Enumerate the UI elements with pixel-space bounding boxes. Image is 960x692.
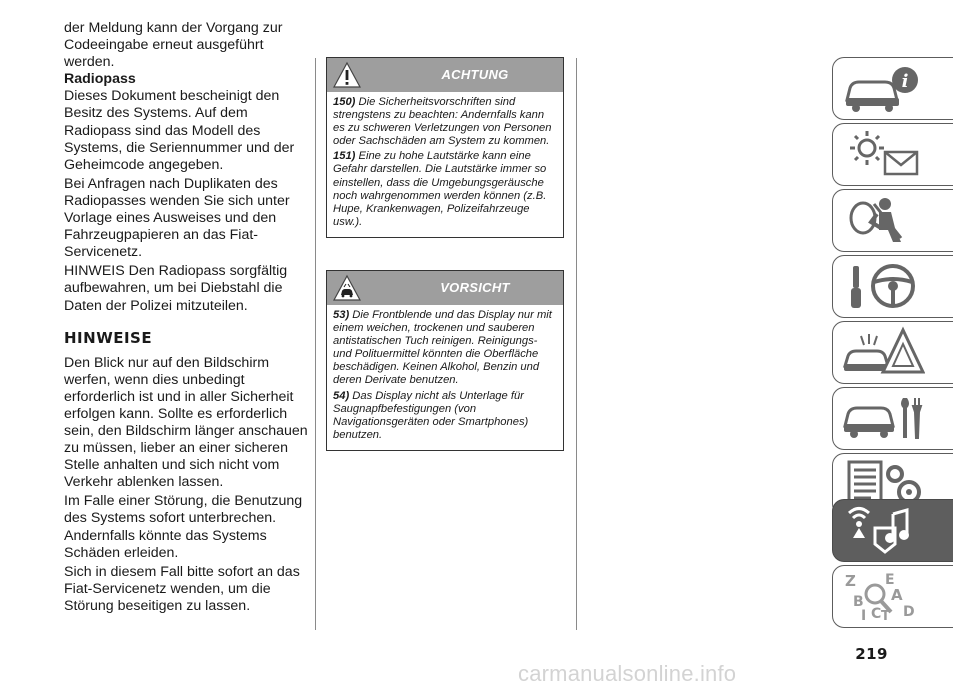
hinweise-paragraph-1: Den Blick nur auf den Bildschirm werfen, wenn dies unbedingt erforderlich ist und in aller Sicherheit erfolgen kann. Sollte es erforderlich sein, den Bildschirm länger anschauen zu müssen, lieber an einer sicheren Stelle anhalten und sich nicht vom Verkehr ablenken lassen.: [64, 354, 308, 491]
tab-car-info[interactable]: [832, 57, 953, 120]
vorsicht-caution-box: [326, 270, 564, 451]
car-caution-icon: [333, 274, 361, 302]
vorsicht-item-text: Das Display nicht als Unterlage für Saugnapfbefestigungen (von Navigationsgeräten oder Smartphones) benutzen.: [333, 389, 529, 441]
page-number: 219: [855, 645, 888, 663]
hinweise-paragraph-2: Im Falle einer Störung, die Benutzung des Systems sofort unterbrechen. Andernfalls könnte das Systems Schäden erleiden.: [64, 493, 303, 561]
car-info-icon: [841, 62, 925, 115]
achtung-box-body: [327, 92, 563, 237]
vorsicht-title: VORSICHT: [440, 280, 510, 295]
vorsicht-box-body: [327, 305, 563, 450]
hinweise-paragraph-3: Sich in diesem Fall bitte sofort an das Fiat-Servicenetz wenden, um die Störung beseitigen zu lassen.: [64, 563, 300, 614]
svg-text:T: T: [881, 609, 890, 623]
tab-starting-driving[interactable]: [832, 255, 953, 318]
radiopass-paragraph-1: Dieses Dokument bescheinigt den Besitz des Systems. Auf dem Radiopass sind das Modell des Systems, die Seriennummer und der Geheimcode angegeben.: [64, 88, 295, 173]
radiopass-heading: Radiopass: [64, 71, 136, 88]
tab-maintenance[interactable]: [832, 387, 953, 450]
tab-emergency[interactable]: [832, 321, 953, 384]
svg-text:B: B: [853, 594, 864, 610]
alphabetical-index-icon: [841, 570, 925, 623]
warning-light-message-icon: [841, 128, 925, 181]
hinweise-heading: HINWEISE: [64, 328, 153, 347]
achtung-item-number: 151): [333, 150, 356, 163]
achtung-item: [333, 150, 557, 229]
svg-text:I: I: [861, 608, 867, 623]
column-divider-right: [576, 58, 577, 630]
achtung-item: [333, 96, 557, 148]
vorsicht-item: [333, 390, 557, 442]
vorsicht-item: [333, 309, 557, 388]
vorsicht-item-number: 54): [333, 389, 350, 402]
tab-multimedia[interactable]: [832, 499, 953, 562]
achtung-box-header: [327, 58, 563, 92]
column-divider-left: [315, 58, 316, 630]
svg-text:i: i: [901, 71, 909, 92]
achtung-item-text: Die Sicherheitsvorschriften sind strengstens zu beachten: Andernfalls kann es zu schweren Verletzungen von Personen oder Sachschäden am System zu kommen.: [333, 96, 552, 148]
key-steering-wheel-icon: [841, 260, 925, 313]
warning-triangle-icon: [333, 61, 361, 89]
emergency-warning-triangle-icon: [841, 326, 925, 379]
radiopass-note: HINWEIS Den Radiopass sorgfältig aufbewahren, um bei Diebstahl die Daten der Polizei mitzuteilen.: [64, 263, 288, 314]
svg-text:A: A: [891, 586, 903, 604]
airbag-passenger-icon: [841, 194, 925, 247]
tab-safety[interactable]: [832, 189, 953, 252]
tab-warning-lights[interactable]: [832, 123, 953, 186]
svg-text:E: E: [885, 572, 895, 588]
radiopass-paragraph-2: Bei Anfragen nach Duplikaten des Radiopasses wenden Sie sich unter Vorlage eines Ausweises und den Fahrzeugpapieren an das Fiat-Servicenetz.: [64, 175, 290, 261]
multimedia-music-icon: [841, 504, 925, 557]
vorsicht-item-text: Die Frontblende und das Display nur mit einem weichen, trockenen und sauberen antistatischen Tuch reinigen. Reinigungs- und Polituermittel könnten die Oberfläche beschädigen. Keinen Alkohol, Benzin und deren Derivate benutzen.: [333, 309, 552, 387]
achtung-warning-box: [326, 57, 564, 238]
car-maintenance-tools-icon: [841, 392, 925, 445]
svg-text:Z: Z: [845, 572, 856, 590]
intro-paragraph: der Meldung kann der Vorgang zur Codeeingabe erneut ausgeführt werden.: [64, 20, 283, 71]
vorsicht-box-header: [327, 271, 563, 305]
tab-index[interactable]: [832, 565, 953, 628]
achtung-item-text: Eine zu hohe Lautstärke kann eine Gefahr darstellen. Die Lautstärke immer so einstellen, dass die Umgebungsgeräusche noch wahrgenommen werden können (z.B. Hupe, Krankenwagen, Polizeifahrzeuge usw.).: [333, 150, 547, 228]
svg-text:C: C: [871, 606, 882, 622]
left-text-column: [64, 20, 309, 615]
achtung-item-number: 150): [333, 96, 356, 108]
vorsicht-item-number: 53): [333, 309, 350, 321]
watermark-text[interactable]: carmanualsonline.info: [518, 661, 737, 686]
achtung-title: ACHTUNG: [441, 67, 509, 82]
svg-text:D: D: [903, 604, 915, 620]
